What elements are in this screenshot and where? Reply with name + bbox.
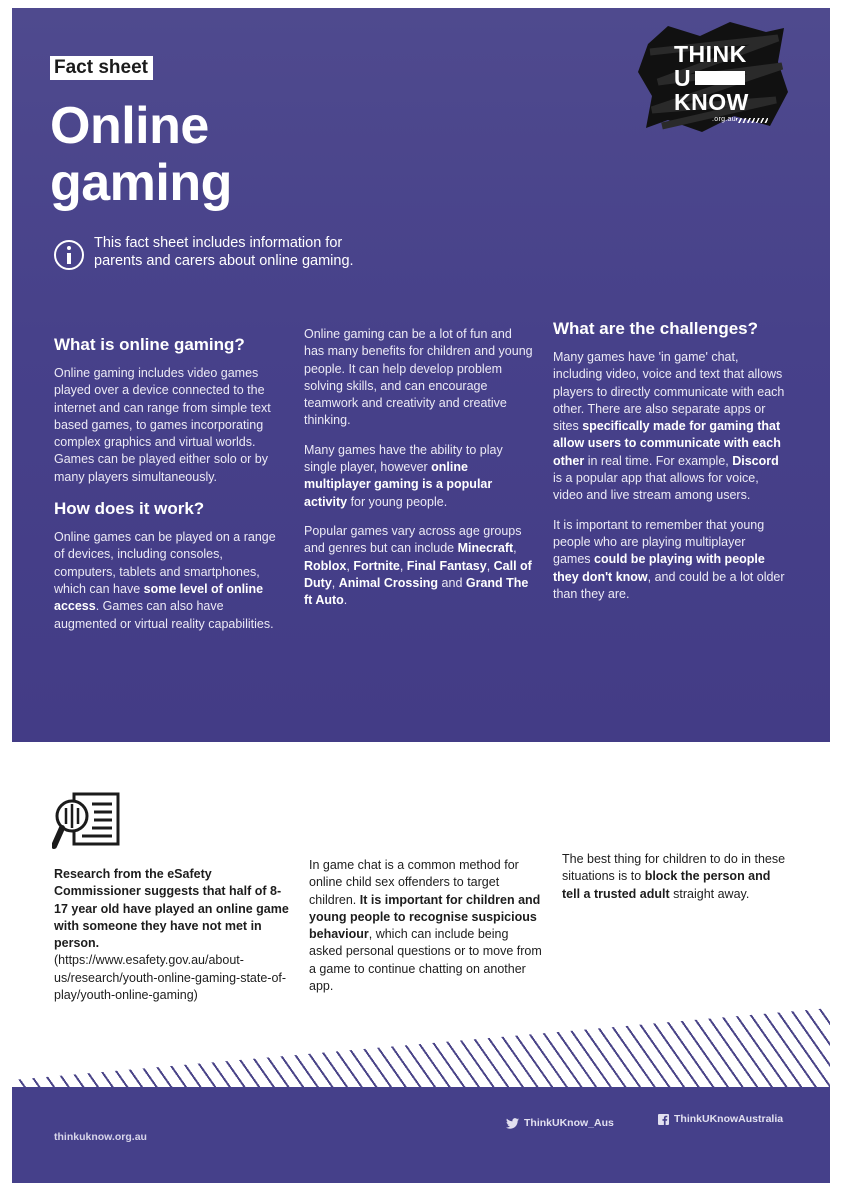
safety-advice: The best thing for children to do in these situations is to block the person and tell a trusted adult straight away. <box>562 852 786 901</box>
intro-text: This fact sheet includes information for parents and carers about online gaming. <box>94 235 354 269</box>
footer-bar <box>12 1087 830 1183</box>
paragraph-strangers: It is important to remember that young people who are playing multiplayer games could be playing with people they don't know, and could be a lot older than they are. <box>553 517 785 601</box>
paragraph-benefits: Online gaming can be a lot of fun and has many benefits for children and young people. It can help develop problem solving skills, and can encourage teamwork and creativity and creative thinking. <box>304 327 533 428</box>
research-finding-bold: Research from the eSafety Commissioner suggests that half of 8-17 year old have played an online game with someone they have not met in person. <box>54 867 289 951</box>
title-line-2: gaming <box>50 154 232 212</box>
column-what-is <box>54 334 286 645</box>
research-source-url: (https://www.esafety.gov.au/about-us/research/youth-online-gaming-state-of-play/youth-online-gaming) <box>54 953 287 1003</box>
page-title <box>50 98 350 212</box>
column-challenges <box>553 318 785 615</box>
paragraph-popular-games: Popular games vary across age groups and genres but can include Minecraft, Roblox, Fortnite, Final Fantasy, Call of Duty, Animal Crossing and Grand The ft Auto. <box>304 523 532 608</box>
footer-website-link[interactable]: thinkuknow.org.au <box>54 1131 147 1143</box>
heading-how-does-it-work: How does it work? <box>54 499 205 519</box>
heading-challenges: What are the challenges? <box>553 319 758 338</box>
research-magnifier-icon <box>52 790 122 856</box>
column-benefits <box>304 326 534 621</box>
twitter-icon <box>506 1118 519 1129</box>
logo-line-3: KNOW <box>674 89 749 115</box>
logo-line-2: U <box>674 66 745 90</box>
paragraph-how-it-works: Online games can be played on a range of devices, including consoles, computers, tablets and smartphones, which can have some level of online access. Games can also have augmented or virtual reality capabilities. <box>54 530 276 631</box>
offender-warning: In game chat is a common method for online child sex offenders to target children. It is important for children and young people to recognise suspicious behaviour, which can include being asked personal questions or to move from a game to continue chatting on another app. <box>309 858 542 994</box>
heading-what-is-online-gaming: What is online gaming? <box>54 335 245 354</box>
thinkuknow-logo <box>638 22 788 134</box>
title-line-1: Online <box>50 97 209 155</box>
facebook-link[interactable]: ThinkUKnowAustralia <box>658 1113 783 1125</box>
info-icon <box>54 240 84 270</box>
research-finding <box>54 866 294 1004</box>
fact-sheet-label: Fact sheet <box>50 56 153 80</box>
paragraph-in-game-chat: Many games have 'in game' chat, including video, voice and text that allows players to directly communicate with each other. There are also separate apps or sites specifically made for gaming that allow users to communicate with each other in real time. For example, Discord is a popular app that allows for voice, video and live stream among users. <box>553 350 785 503</box>
footer-stripes <box>12 1008 830 1088</box>
paragraph-what-is: Online gaming includes video games played over a device connected to the internet and can range from simple text based games, to games incorporating complex graphics and virtual worlds. Games can be played either solo or by many players simultaneously. <box>54 366 271 484</box>
twitter-link[interactable]: ThinkUKnow_Aus <box>506 1117 614 1129</box>
logo-line-1: THINK <box>674 41 747 67</box>
facebook-icon <box>658 1114 669 1125</box>
paragraph-multiplayer: Many games have the ability to play single player, however online multiplayer gaming is a popular activity for young people. <box>304 442 503 509</box>
logo-url: .org.au <box>712 116 736 123</box>
